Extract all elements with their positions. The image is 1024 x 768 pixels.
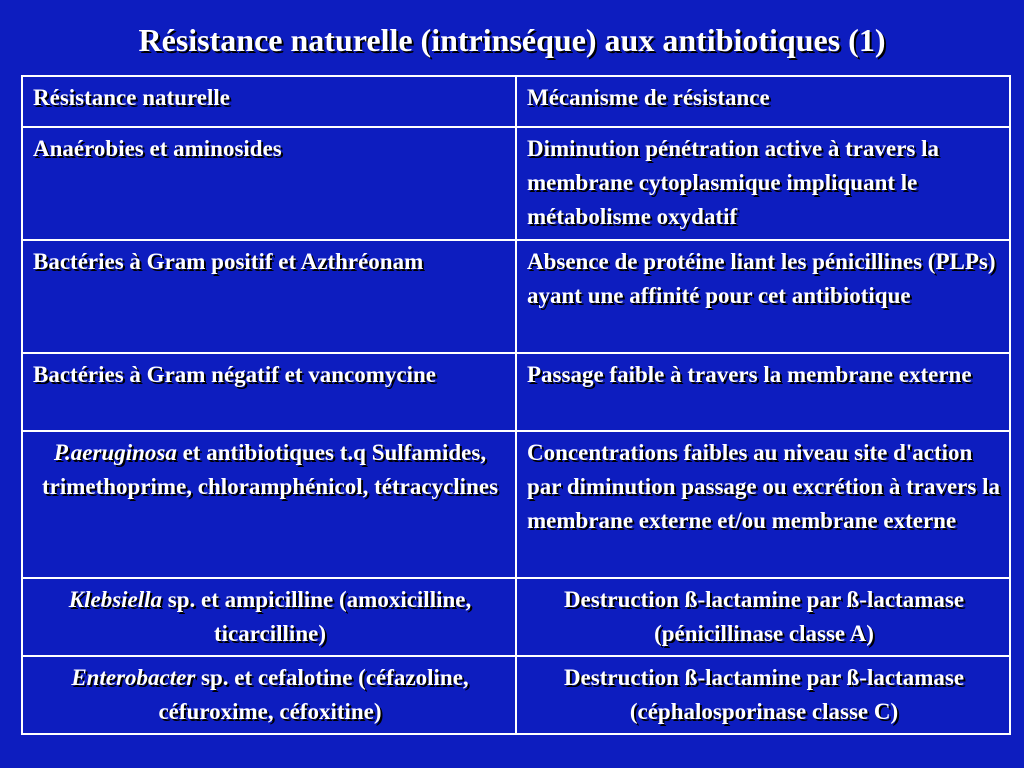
cell-resistance: Bactéries à Gram positif et Azthréonam bbox=[22, 240, 516, 353]
cell-resistance bbox=[22, 656, 516, 734]
cell-mecanisme: Concentrations faibles au niveau site d'action par diminution passage ou excrétion à travers la membrane externe et/ou membrane externe bbox=[516, 431, 1010, 578]
cell-mecanisme: Diminution pénétration active à travers la membrane cytoplasmique impliquant le métabolisme oxydatif bbox=[516, 127, 1010, 240]
organism-name: Klebsiella bbox=[68, 587, 163, 612]
cell-mecanisme: Destruction ß-lactamine par ß-lactamase (céphalosporinase classe C) bbox=[516, 656, 1010, 734]
cell-resistance: Bactéries à Gram négatif et vancomycine bbox=[22, 353, 516, 431]
header-mecanisme: Mécanisme de résistance bbox=[516, 76, 1010, 127]
table-row bbox=[22, 127, 1010, 240]
table-header-row bbox=[22, 76, 1010, 127]
slide-title: Résistance naturelle (intrinséque) aux antibiotiques (1) bbox=[138, 22, 886, 58]
table-row bbox=[22, 240, 1010, 353]
cell-resistance-text: sp. et ampicilline (amoxicilline, ticarcilline) bbox=[162, 587, 472, 646]
table-row bbox=[22, 431, 1010, 578]
cell-resistance-text: et antibiotiques t.q Sulfamides, trimethoprime, chloramphénicol, tétracyclines bbox=[41, 440, 499, 499]
cell-resistance bbox=[22, 431, 516, 578]
header-resistance: Résistance naturelle bbox=[22, 76, 516, 127]
table-row bbox=[22, 578, 1010, 656]
cell-mecanisme: Passage faible à travers la membrane externe bbox=[516, 353, 1010, 431]
organism-name: P.aeruginosa bbox=[53, 440, 177, 465]
cell-resistance-text: sp. et cefalotine (céfazoline, céfuroxime, céfoxitine) bbox=[158, 665, 469, 724]
resistance-table bbox=[21, 75, 1011, 735]
table-row bbox=[22, 353, 1010, 431]
organism-name: Enterobacter bbox=[71, 665, 196, 690]
cell-resistance: Anaérobies et aminosides bbox=[22, 127, 516, 240]
cell-mecanisme: Absence de protéine liant les pénicillines (PLPs) ayant une affinité pour cet antibiotique bbox=[516, 240, 1010, 353]
table-row bbox=[22, 656, 1010, 734]
cell-mecanisme: Destruction ß-lactamine par ß-lactamase (pénicillinase classe A) bbox=[516, 578, 1010, 656]
cell-resistance bbox=[22, 578, 516, 656]
